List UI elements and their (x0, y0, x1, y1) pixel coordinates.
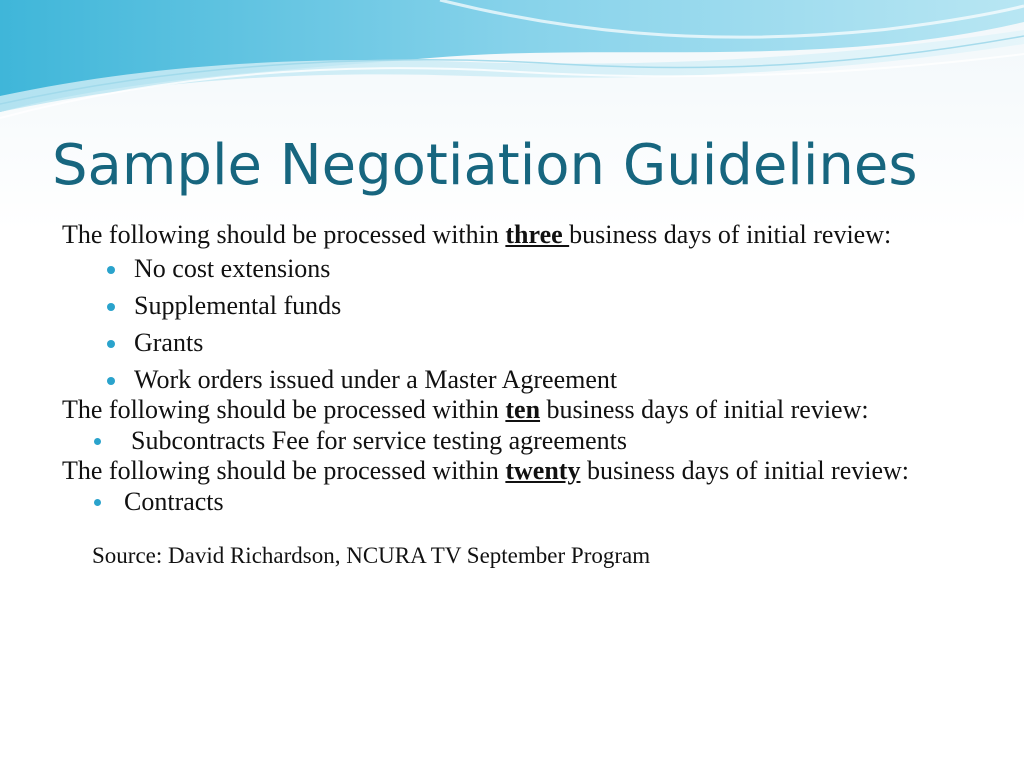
list-item-text: Subcontracts Fee for service testing agreements (131, 426, 627, 455)
bullet-dot-icon (94, 499, 101, 506)
bullet-dot-icon (107, 377, 115, 385)
section-intro-ten-days (62, 395, 982, 425)
decorative-wave-header (0, 0, 1024, 130)
intro-text: The following should be processed within (62, 395, 506, 424)
list-item-text: Contracts (124, 487, 224, 516)
section-intro-twenty-days (62, 456, 982, 486)
list-item-text: Work orders issued under a Master Agreement (134, 365, 618, 394)
list-item (62, 254, 982, 284)
bullet-dot-icon (107, 303, 115, 311)
list-item-text: Grants (134, 328, 204, 357)
intro-text: business days of initial review: (540, 395, 869, 424)
list-item (62, 365, 982, 395)
slide-content (62, 220, 982, 571)
list-item-text: No cost extensions (134, 254, 331, 283)
source-citation: Source: David Richardson, NCURA TV September Program (92, 543, 651, 568)
slide-title: Sample Negotiation Guidelines (52, 133, 918, 198)
intro-text: business days of initial review: (569, 220, 892, 249)
intro-text: business days of initial review: (580, 456, 910, 485)
emphasis-twenty: twenty (505, 456, 581, 485)
bullet-dot-icon (107, 340, 115, 348)
list-item (62, 328, 982, 358)
bullet-list-twenty-days (62, 487, 982, 517)
bullet-dot-icon (94, 438, 101, 445)
emphasis-ten: ten (505, 395, 541, 424)
list-item (62, 426, 982, 456)
list-item (62, 291, 982, 321)
list-item-text: Supplemental funds (134, 291, 342, 320)
bullet-list-ten-days (62, 426, 982, 456)
list-item (62, 487, 982, 517)
bullet-dot-icon (107, 266, 115, 274)
intro-text: The following should be processed within (62, 220, 506, 249)
section-intro-three-days (62, 220, 982, 250)
intro-text: The following should be processed within (62, 456, 506, 485)
emphasis-three: three (505, 220, 570, 249)
bullet-list-three-days (62, 254, 982, 395)
